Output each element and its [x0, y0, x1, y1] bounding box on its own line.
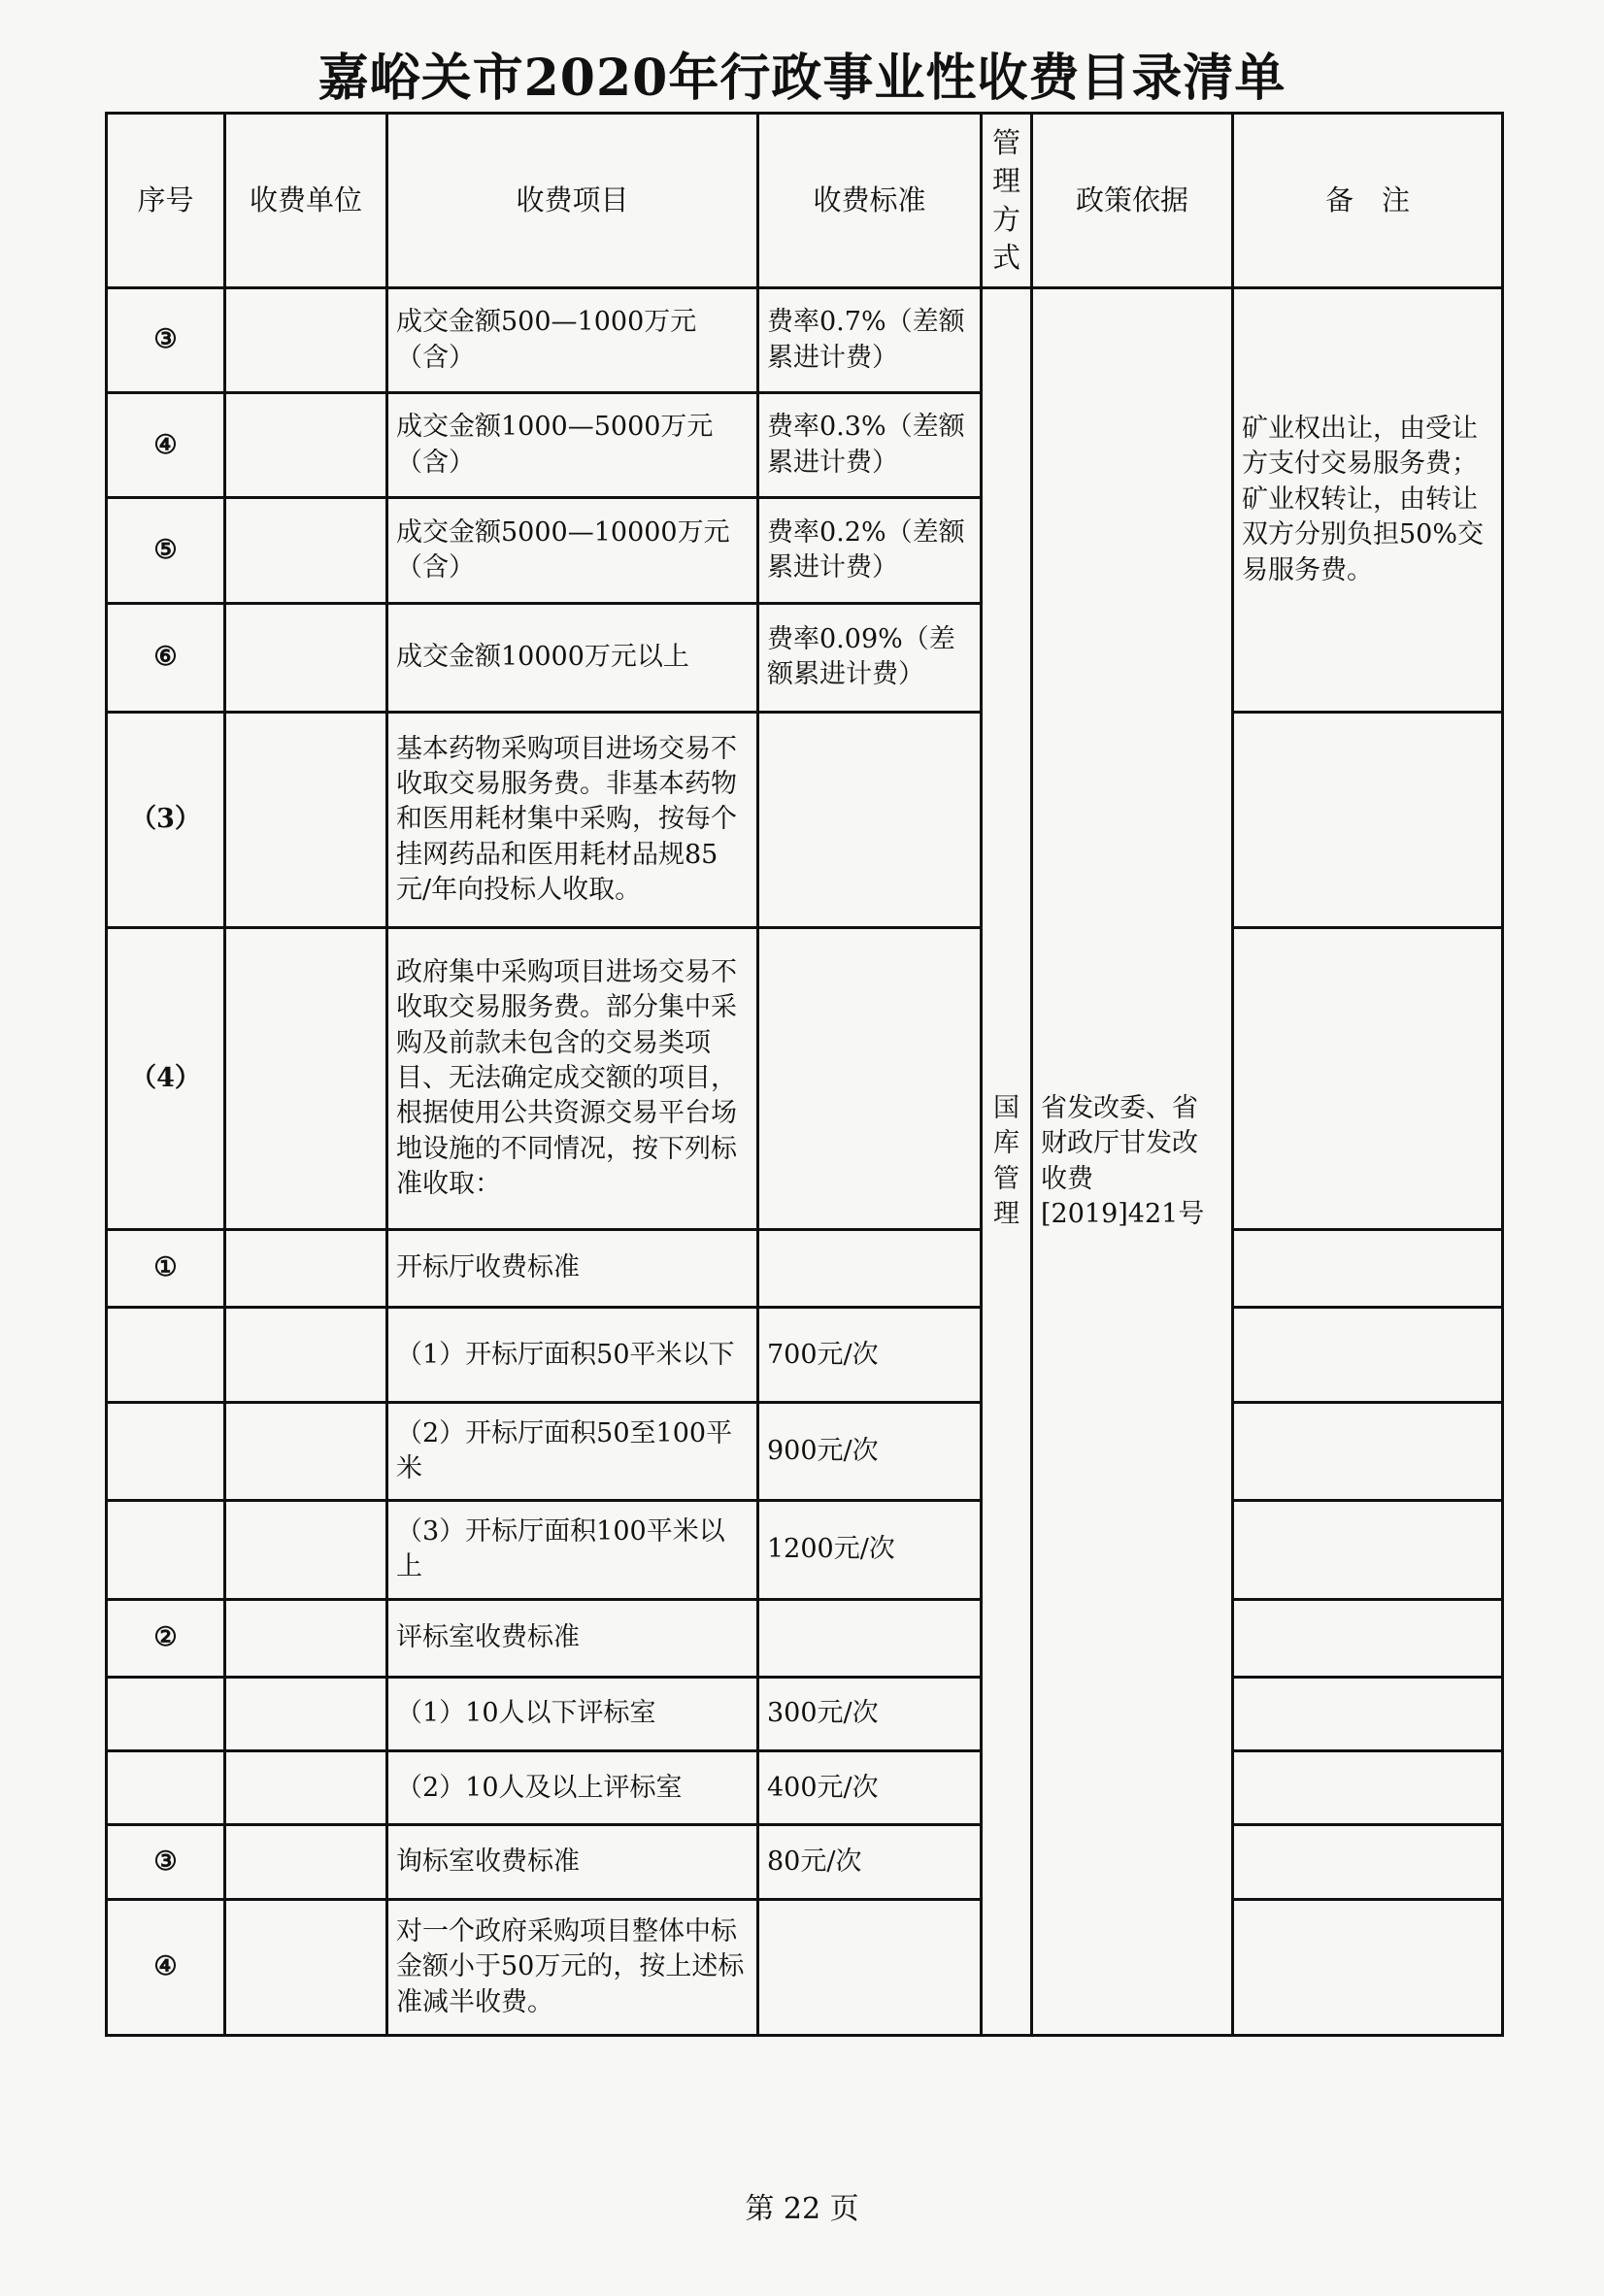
row-seq: ①	[107, 1230, 225, 1308]
table-row	[107, 1899, 1503, 2035]
table-row	[107, 712, 1503, 927]
row-seq: ③	[107, 1825, 225, 1899]
header-note: 备 注	[1233, 114, 1503, 288]
row-seq: ④	[107, 1899, 225, 2035]
table-row	[107, 1678, 1503, 1751]
row-item: 基本药物采购项目进场交易不收取交易服务费。非基本药物和医用耗材集中采购，按每个挂网药品和医用耗材品规85元/年向投标人收取。	[387, 712, 758, 927]
row-standard	[758, 1899, 982, 2035]
row-seq: ②	[107, 1599, 225, 1677]
row-standard	[758, 928, 982, 1230]
row-standard: 费率0.7%（差额累进计费）	[758, 288, 982, 393]
header-unit: 收费单位	[225, 114, 387, 288]
row-item: 成交金额500—1000万元（含）	[387, 288, 758, 393]
row-standard	[758, 712, 982, 927]
policy-basis-cell: 省发改委、省财政厅甘发改收费[2019]421号	[1032, 288, 1233, 2036]
row-unit	[225, 1825, 387, 1899]
row-unit	[225, 1230, 387, 1308]
header-management-method	[982, 114, 1032, 288]
row-seq	[107, 1500, 225, 1599]
row-unit	[225, 393, 387, 498]
row-note	[1233, 1403, 1503, 1500]
header-seq: 序号	[107, 114, 225, 288]
row-seq	[107, 1308, 225, 1403]
row-unit	[225, 1599, 387, 1677]
row-standard: 700元/次	[758, 1308, 982, 1403]
row-note	[1233, 1500, 1503, 1599]
page-number: 第 22 页	[745, 2192, 859, 2226]
row-note	[1233, 1751, 1503, 1825]
row-standard: 费率0.2%（差额累进计费）	[758, 498, 982, 603]
row-standard: 80元/次	[758, 1825, 982, 1899]
row-item: 对一个政府采购项目整体中标金额小于50万元的，按上述标准减半收费。	[387, 1899, 758, 2035]
row-seq: ⑥	[107, 603, 225, 712]
row-item: （2）开标厅面积50至100平米	[387, 1403, 758, 1500]
row-seq	[107, 1678, 225, 1751]
header-basis: 政策依据	[1032, 114, 1233, 288]
row-standard	[758, 1230, 982, 1308]
row-unit	[225, 1500, 387, 1599]
row-unit	[225, 1899, 387, 2035]
row-unit	[225, 1678, 387, 1751]
management-method-char: 国	[993, 1092, 1019, 1123]
row-standard: 300元/次	[758, 1678, 982, 1751]
management-method-char: 理	[993, 1198, 1019, 1229]
row-seq	[107, 1751, 225, 1825]
row-standard: 400元/次	[758, 1751, 982, 1825]
row-item: 开标厅收费标准	[387, 1230, 758, 1308]
row-standard: 费率0.3%（差额累进计费）	[758, 393, 982, 498]
row-item: 成交金额1000—5000万元（含）	[387, 393, 758, 498]
row-unit	[225, 603, 387, 712]
row-item: （2）10人及以上评标室	[387, 1751, 758, 1825]
row-note	[1233, 1308, 1503, 1403]
row-unit	[225, 712, 387, 927]
row-seq: （3）	[107, 712, 225, 927]
header-mgmt-char: 式	[991, 240, 1020, 274]
row-item: （3）开标厅面积100平米以上	[387, 1500, 758, 1599]
table-row	[107, 1403, 1503, 1500]
header-row	[107, 114, 1503, 288]
row-seq: ③	[107, 288, 225, 393]
row-item: （1）10人以下评标室	[387, 1678, 758, 1751]
row-seq: ⑤	[107, 498, 225, 603]
table-row	[107, 288, 1503, 393]
table-row	[107, 1230, 1503, 1308]
row-standard: 1200元/次	[758, 1500, 982, 1599]
row-item: 询标室收费标准	[387, 1825, 758, 1899]
header-mgmt-char: 方	[991, 202, 1020, 236]
row-unit	[225, 288, 387, 393]
row-note	[1233, 712, 1503, 927]
header-mgmt-char: 理	[991, 164, 1020, 198]
row-item: 成交金额10000万元以上	[387, 603, 758, 712]
management-method-char: 管	[993, 1163, 1019, 1194]
row-unit	[225, 1403, 387, 1500]
row-item: 评标室收费标准	[387, 1599, 758, 1677]
row-seq: ④	[107, 393, 225, 498]
row-unit	[225, 498, 387, 603]
row-seq	[107, 1403, 225, 1500]
management-method-cell	[982, 288, 1032, 2036]
table-row	[107, 1825, 1503, 1899]
row-note	[1233, 1825, 1503, 1899]
fee-table	[105, 112, 1504, 2037]
row-note	[1233, 1899, 1503, 2035]
header-standard: 收费标准	[758, 114, 982, 288]
table-row	[107, 1308, 1503, 1403]
row-standard	[758, 1599, 982, 1677]
row-seq: （4）	[107, 928, 225, 1230]
row-note	[1233, 1599, 1503, 1677]
row-note	[1233, 928, 1503, 1230]
row-item: 政府集中采购项目进场交易不收取交易服务费。部分集中采购及前款未包含的交易类项目、无法确定成交额的项目，根据使用公共资源交易平台场地设施的不同情况，按下列标准收取：	[387, 928, 758, 1230]
row-unit	[225, 1308, 387, 1403]
row-item: 成交金额5000—10000万元（含）	[387, 498, 758, 603]
row-standard: 900元/次	[758, 1403, 982, 1500]
table-row	[107, 1599, 1503, 1677]
row-note	[1233, 1678, 1503, 1751]
row-standard: 费率0.09%（差额累进计费）	[758, 603, 982, 712]
row-unit	[225, 928, 387, 1230]
row-note	[1233, 1230, 1503, 1308]
table-row	[107, 1500, 1503, 1599]
table-row	[107, 1751, 1503, 1825]
row-unit	[225, 1751, 387, 1825]
header-mgmt-char: 管	[991, 126, 1020, 160]
table-row	[107, 928, 1503, 1230]
row-item: （1）开标厅面积50平米以下	[387, 1308, 758, 1403]
page-title: 嘉峪关市2020年行政事业性收费目录清单	[317, 49, 1287, 108]
header-item: 收费项目	[387, 114, 758, 288]
note-mineral-rights: 矿业权出让，由受让方支付交易服务费；矿业权转让，由转让双方分别负担50%交易服务费。	[1233, 288, 1503, 713]
management-method-char: 库	[993, 1128, 1019, 1159]
